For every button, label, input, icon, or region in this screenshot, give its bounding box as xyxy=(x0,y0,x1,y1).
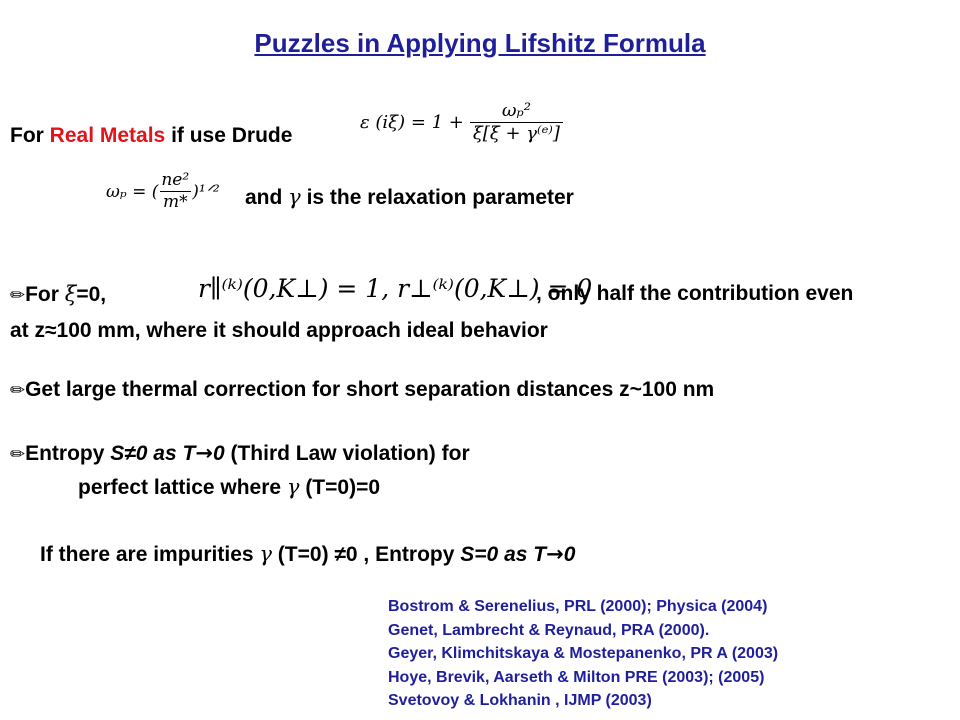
impurities-t1: If there are impurities xyxy=(40,543,260,566)
bullet3-line1 xyxy=(10,441,470,466)
plasma-eq-numerator: ne² xyxy=(161,170,190,190)
real-metals-highlight: Real Metals xyxy=(49,124,166,147)
right-arrow-icon: → xyxy=(195,441,213,465)
bullet1-text-a: , only half the contribution even xyxy=(536,282,854,305)
relaxation-text-a: and xyxy=(245,186,289,209)
plasma-eq-fraction xyxy=(158,172,192,211)
references-list xyxy=(388,595,778,713)
reference-item: Genet, Lambrecht & Reynaud, PRA (2000). xyxy=(388,621,710,639)
reflection-equation xyxy=(198,274,592,304)
pencil-bullet-icon: ✏ xyxy=(10,380,26,401)
gamma-symbol: γ xyxy=(288,185,301,209)
bullet1-line2 xyxy=(10,319,548,343)
drude-eq-lhs: ε (iξ) = 1 + xyxy=(360,112,464,133)
slide-title: Puzzles in Applying Lifshitz Formula xyxy=(254,28,706,58)
bullet1-line1-end xyxy=(536,282,853,306)
pencil-bullet-icon: ✏ xyxy=(10,444,26,465)
gamma-symbol: γ xyxy=(286,475,300,499)
pencil-bullet-icon: ✏ xyxy=(10,285,26,306)
relaxation-line xyxy=(245,185,574,210)
bullet2-line xyxy=(10,378,714,402)
bullet1-label-b: =0, xyxy=(76,283,107,306)
reference-item: Bostrom & Serenelius, PRL (2000); Physica (2004) xyxy=(388,598,768,615)
drude-eq-numerator: ωₚ² xyxy=(501,100,531,121)
bullet3-t5: perfect lattice where xyxy=(78,476,287,499)
drude-line xyxy=(10,124,292,148)
reference-item: Geyer, Klimchitskaya & Mostepanenko, PR A (2003) xyxy=(388,645,779,662)
bullet1-label-a: For xyxy=(25,283,65,306)
drude-equation xyxy=(360,102,563,143)
reflection-eq-text: r∥⁽ᵏ⁾(0,K⊥) = 1, r⊥⁽ᵏ⁾(0,K⊥) = 0 xyxy=(198,274,593,303)
bullet2-text: Get large thermal correction for short separation distances z~100 nm xyxy=(25,378,715,401)
plasma-eq-rhs: )¹ᐟ² xyxy=(192,181,220,202)
gamma-symbol: γ xyxy=(259,542,272,566)
bullet3-t3: 0 xyxy=(212,442,225,465)
bullet3-t4: (Third Law violation) for xyxy=(224,442,470,465)
bullet3-line2 xyxy=(78,475,380,500)
bullet1-text-b: at z≈100 mm, where it should approach ideal behavior xyxy=(10,319,548,342)
drude-eq-fraction xyxy=(470,102,563,143)
reference-item: Svetovoy & Lokhanin , IJMP (2003) xyxy=(388,692,652,709)
impurities-t4: 0 xyxy=(563,543,576,566)
relaxation-text-b: is the relaxation parameter xyxy=(300,186,574,209)
xi-symbol: ξ xyxy=(64,282,77,306)
plasma-eq-denominator: m* xyxy=(160,191,191,211)
bullet1-line1 xyxy=(10,282,106,307)
right-arrow-icon: → xyxy=(546,542,564,566)
impurities-t2: (T=0) ≠0 , Entropy xyxy=(271,543,461,566)
plasma-eq-lhs: ωₚ = ( xyxy=(106,181,159,202)
drude-prefix: For xyxy=(10,124,50,147)
plasma-equation xyxy=(106,172,220,211)
reference-item: Hoye, Brevik, Aarseth & Milton PRE (2003); (2005) xyxy=(388,668,765,686)
drude-suffix: if use Drude xyxy=(165,124,293,147)
bullet3-t6: (T=0)=0 xyxy=(299,476,381,499)
bullet3-t2: S≠0 as T xyxy=(110,442,196,465)
bullet3-t1: Entropy xyxy=(25,442,111,465)
impurities-t3: S=0 as T xyxy=(460,543,547,566)
drude-eq-denominator: ξ[ξ + γ⁽ᵉ⁾] xyxy=(470,122,563,143)
impurities-line xyxy=(40,542,575,567)
